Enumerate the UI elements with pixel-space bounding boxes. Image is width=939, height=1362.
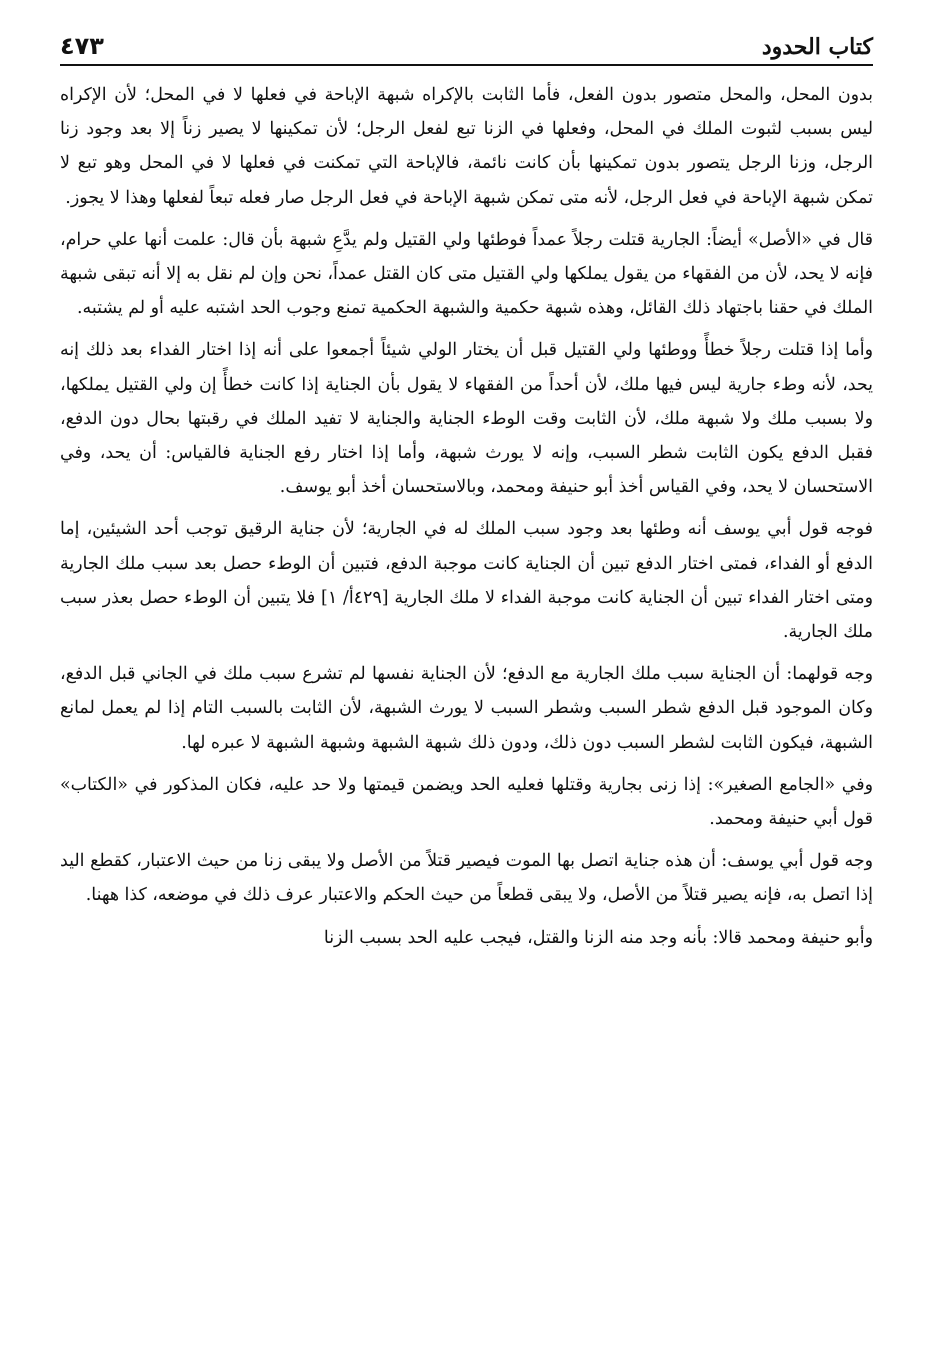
paragraph: بدون المحل، والمحل متصور بدون الفعل، فأما الثابت بالإكراه شبهة الإباحة في فعلها لا في المحل؛ لأن الإكراه ليس بسبب لثبوت الملك في المحل، وفعلها في الزنا تبع لفعل الرجل؛ لأن تمكينها لا يصير زناً إلا بعد وجود زنا الرجل، وزنا الرجل يتصور بدون تمكينها بأن كانت نائمة، فالإباحة التي تمكنت في فعلها لا في المحل وهو تبع لا تمكن شبهة الإباحة في فعل الرجل، لأنه متى تمكن شبهة الإباحة في فعل الرجل صار فعله تبعاً لفعلها وهذا لا يجوز. — [60, 85, 873, 208]
paragraph: وجه قول أبي يوسف: أن هذه جناية اتصل بها الموت فيصير قتلاً من الأصل ولا يبقى زنا من حيث الاعتبار، كقطع اليد إذا اتصل به، فإنه يصير قتلاً من الأصل، ولا يبقى قطعاً من حيث الحكم والاعتبار عرف ذلك في موضعه، كذا ههنا. — [60, 851, 873, 906]
paragraph: وفي «الجامع الصغير»: إذا زنى بجارية وقتلها فعليه الحد ويضمن قيمتها ولا حد عليه، فكان المذكور في «الكتاب» قول أبي حنيفة ومحمد. — [60, 774, 873, 830]
header-rule — [60, 64, 873, 66]
paragraph: فوجه قول أبي يوسف أنه وطئها بعد وجود سبب الملك له في الجارية؛ لأن جناية الرقيق توجب أحد الشيئين، إما الدفع أو الفداء، فمتى اختار الدفع تبين أن الجناية كانت موجبة الدفع، فتبين أن الوطء حصل بعد سبب ملك الجارية ومتى اختار الفداء تبين أن الجناية كانت موجبة الفداء لا ملك الجارية [٤٢٩أ/ ١] فلا يتبين أن الوطء حصل بعذر سبب ملك الجارية. — [60, 519, 873, 643]
paragraph: وأما إذا قتلت رجلاً خطأً ووطئها ولي القتيل قبل أن يختار الولي شيئاً أجمعوا على أنه إذا اختار الفداء بعد ذلك إنه يحد، لأنه وطء جارية ليس فيها ملك، لأن أحداً من الفقهاء لا يقول بأن الجناية إذا كانت خطأً إن ولي القتيل يملكها، ولا بسبب ملك ولا شبهة ملك، لأن الثابت وقت الوطء الجناية والجناية لا تفيد الملك في رقبتها بحال دون الدفع، فقبل الدفع يكون الثابت شطر السبب، وإنه لا يورث شبهة، وأما إذا اختار رفع الجناية فالقياس: أن يحد، وفي الاستحسان لا يحد، وفي القياس أخذ أبو حنيفة ومحمد، وبالاستحسان أخذ أبو يوسف. — [60, 340, 873, 498]
book-title: كتاب الحدود — [761, 34, 873, 60]
paragraph: قال في «الأصل» أيضاً: الجارية قتلت رجلاً عمداً فوطئها ولي القتيل ولم يدَّعِ شبهة بأن قال: علمت أنها علي حرام، فإنه لا يحد، لأن من الفقهاء من يقول يملكها ولي القتيل متى كان القتل عمداً، نحن وإن لم نقل به إلا أنه تبقى شبهة الملك في حقنا باجتهاد ذلك القائل، وهذه شبهة حكمية والشبهة الحكمية تمنع وجوب الحد اشتبه عليه أو لم يشتبه. — [60, 229, 873, 319]
paragraph: وأبو حنيفة ومحمد قالا: بأنه وجد منه الزنا والقتل، فيجب عليه الحد بسبب الزنا — [323, 927, 873, 948]
body-text — [60, 78, 873, 1350]
paragraph: وجه قولهما: أن الجناية سبب ملك الجارية مع الدفع؛ لأن الجناية نفسها لم تشرع سبب ملك في الجاني قبل الدفع، وكان الموجود قبل الدفع شطر السبب وشطر السبب لا يورث الشبهة، لأن الثابت بالسبب التام إذا لم يعمل لمانع الشبهة، فيكون الثابت لشطر السبب دون ذلك، ودون ذلك شبهة الشبهة وشبهة الشبهة لا عبره لها. — [60, 664, 873, 753]
page-header — [60, 16, 873, 60]
page-number: ٤٧٣ — [60, 32, 104, 60]
